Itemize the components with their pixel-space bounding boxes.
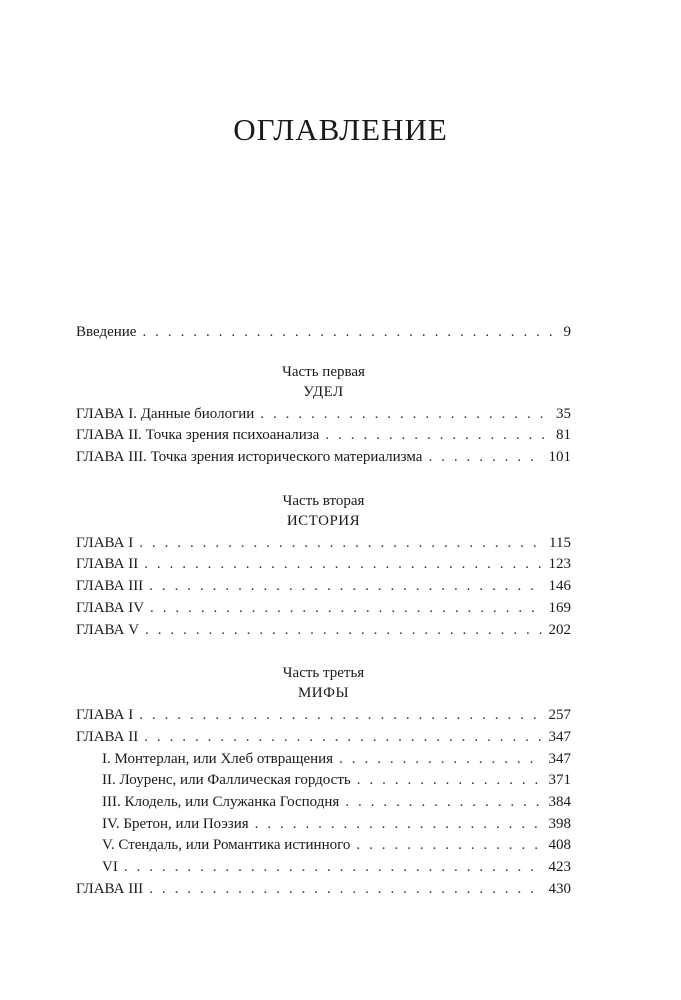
dot-leader <box>325 425 550 447</box>
toc-entry[interactable] <box>76 620 571 642</box>
dot-leader <box>345 792 542 814</box>
toc-entry-label: ГЛАВА I <box>76 707 134 724</box>
toc-entry-label: I. Монтерлан, или Хлеб отвращения <box>102 750 334 767</box>
toc-entry[interactable] <box>76 576 571 598</box>
toc-entry-label: IV. Бретон, или Поэзия <box>102 815 249 832</box>
part-subtitle: Часть вторая <box>282 492 365 509</box>
dot-leader <box>149 576 542 598</box>
toc-entry-label: ГЛАВА I <box>76 534 134 551</box>
toc-entry-label: ГЛАВА I. Данные биологии <box>76 405 255 422</box>
toc-subentry[interactable] <box>76 814 571 836</box>
toc-page-number: 398 <box>548 815 571 832</box>
dot-leader <box>139 533 543 555</box>
dot-leader <box>255 814 543 836</box>
toc-page-number: 430 <box>548 880 571 897</box>
toc-page-number: 347 <box>548 750 571 767</box>
toc-entry-label: ГЛАВА III <box>76 578 144 595</box>
dot-leader <box>357 770 543 792</box>
toc-subentry[interactable] <box>76 749 571 771</box>
dot-leader <box>149 879 542 901</box>
toc-page-number: 9 <box>563 324 571 340</box>
toc-entry[interactable] <box>76 425 571 447</box>
toc-entry-introduction[interactable] <box>76 322 571 344</box>
toc-page-number: 35 <box>556 405 571 422</box>
toc-entry[interactable] <box>76 554 571 576</box>
part-heading <box>76 663 571 703</box>
dot-leader <box>260 404 550 426</box>
toc-subentry[interactable] <box>76 857 571 879</box>
dot-leader <box>144 727 542 749</box>
toc-entry-label: II. Лоуренс, или Фаллическая гордость <box>102 772 351 789</box>
toc-page-number: 146 <box>548 578 571 595</box>
toc-entry-label: Введение <box>76 324 137 340</box>
dot-leader <box>150 598 542 620</box>
part-subtitle: Часть третья <box>282 665 365 682</box>
table-of-contents <box>76 322 571 900</box>
toc-entry[interactable] <box>76 879 571 901</box>
dot-leader <box>144 554 542 576</box>
toc-entry-label: ГЛАВА II <box>76 556 139 573</box>
toc-page-number: 169 <box>548 599 571 616</box>
dot-leader <box>124 857 543 879</box>
toc-subentry[interactable] <box>76 770 571 792</box>
toc-page-number: 202 <box>548 621 571 638</box>
toc-entry-label: V. Стендаль, или Романтика истинного <box>102 837 351 854</box>
dot-leader <box>428 447 542 469</box>
part-heading <box>76 491 571 531</box>
page-title: ОГЛАВЛЕНИЕ <box>233 112 448 147</box>
toc-page-number: 101 <box>548 449 571 466</box>
part-title: ИСТОРИЯ <box>286 512 361 529</box>
part-title: УДЕЛ <box>303 383 344 400</box>
toc-entry[interactable] <box>76 727 571 749</box>
toc-page-number: 81 <box>556 427 571 444</box>
toc-page-number: 371 <box>548 772 571 789</box>
dot-leader <box>339 749 542 771</box>
dot-leader <box>145 620 542 642</box>
toc-entry[interactable] <box>76 705 571 727</box>
toc-page-number: 123 <box>548 556 571 573</box>
toc-entry-label: ГЛАВА III. Точка зрения исторического материализма <box>76 449 423 466</box>
toc-entry-label: VI <box>102 859 118 875</box>
toc-subentry[interactable] <box>76 792 571 814</box>
part-subtitle: Часть первая <box>282 363 365 380</box>
toc-entry[interactable] <box>76 404 571 426</box>
toc-page-number: 423 <box>548 859 571 875</box>
toc-page-number: 408 <box>548 837 571 854</box>
toc-page-number: 257 <box>548 707 571 724</box>
toc-page-number: 115 <box>549 534 571 551</box>
toc-entry-label: ГЛАВА III <box>76 880 144 897</box>
toc-entry-label: ГЛАВА IV <box>76 599 145 616</box>
dot-leader <box>139 705 542 727</box>
toc-entry-label: III. Клодель, или Служанка Господня <box>102 793 340 810</box>
part-heading <box>76 362 571 402</box>
toc-entry[interactable] <box>76 598 571 620</box>
toc-entry-label: ГЛАВА V <box>76 621 140 638</box>
toc-entry-label: ГЛАВА II <box>76 728 139 745</box>
dot-leader <box>142 322 557 344</box>
part-title: МИФЫ <box>297 685 350 702</box>
toc-entry[interactable] <box>76 447 571 469</box>
toc-page-number: 347 <box>548 728 571 745</box>
toc-page-number: 384 <box>548 793 571 810</box>
toc-subentry[interactable] <box>76 835 571 857</box>
dot-leader <box>356 835 542 857</box>
toc-entry-label: ГЛАВА II. Точка зрения психоанализа <box>76 427 320 444</box>
toc-entry[interactable] <box>76 533 571 555</box>
